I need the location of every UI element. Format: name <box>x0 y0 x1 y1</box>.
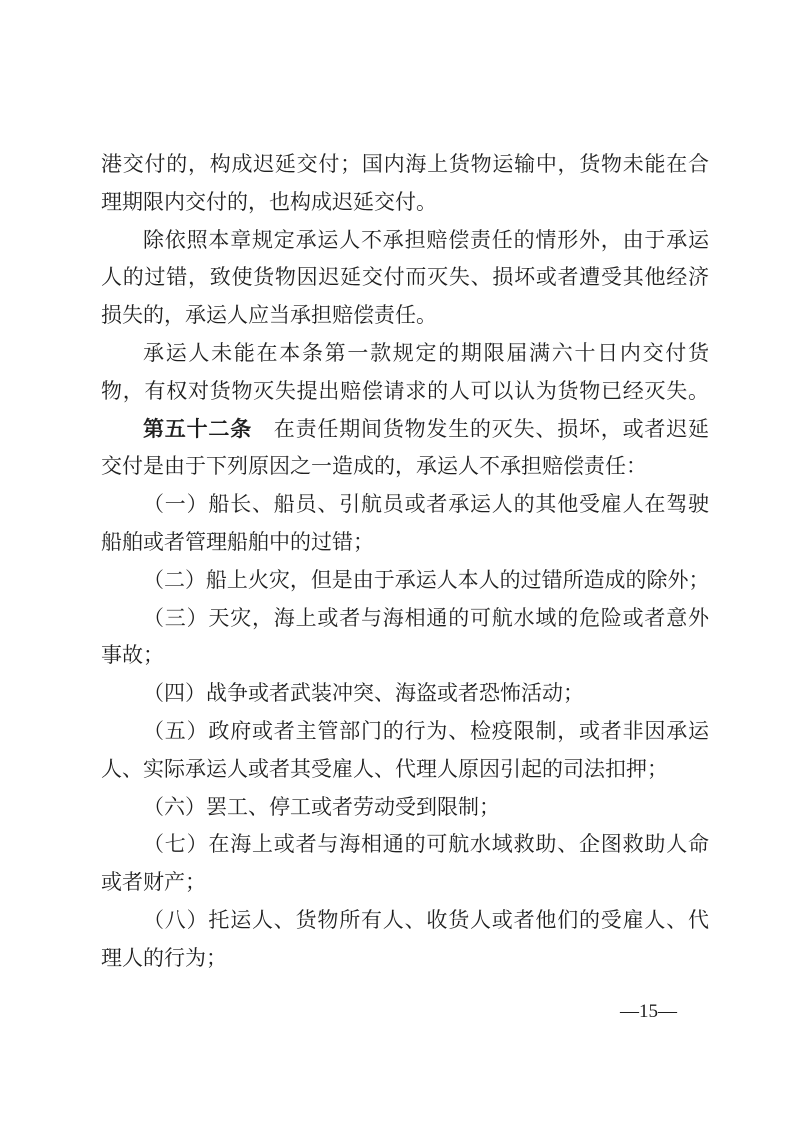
text-line: （七）在海上或者与海相通的可航水域救助、企图救助人命 <box>143 832 709 857</box>
text-line: （四）战争或者武装冲突、海盗或者恐怖活动； <box>143 681 584 706</box>
article-number: 第五十二条 <box>143 417 252 441</box>
text-line: 物，有权对货物灭失提出赔偿请求的人可以认为货物已经灭失。 <box>101 378 709 403</box>
text-line: （二）船上火灾，但是由于承运人本人的过错所造成的除外； <box>143 567 709 592</box>
text-line <box>101 411 709 449</box>
text-line: （八）托运人、货物所有人、收货人或者他们的受雇人、代 <box>143 907 709 932</box>
text-line: 事故； <box>101 643 164 668</box>
text-line: 除依照本章规定承运人不承担赔偿责任的情形外，由于承运 <box>143 227 709 252</box>
text-line: 理人的行为； <box>101 945 227 970</box>
text-line: （一）船长、船员、引航员或者承运人的其他受雇人在驾驶 <box>143 492 709 517</box>
page-number: —15— <box>620 1001 677 1022</box>
text-line: （六）罢工、停工或者劳动受到限制； <box>143 794 500 819</box>
text-line: 理期限内交付的，也构成迟延交付。 <box>101 189 437 214</box>
text-line: （五）政府或者主管部门的行为、检疫限制，或者非因承运 <box>143 718 709 743</box>
text-line: 船舶或者管理船舶中的过错； <box>101 529 374 554</box>
text-line: （三）天灾，海上或者与海相通的可航水域的危险或者意外 <box>143 605 709 630</box>
text-line: 人的过错，致使货物因迟延交付而灭失、损坏或者遭受其他经济 <box>101 265 709 290</box>
text-line: 人、实际承运人或者其受雇人、代理人原因引起的司法扣押； <box>101 756 668 781</box>
text-line: 承运人未能在本条第一款规定的期限届满六十日内交付货 <box>143 340 709 365</box>
text-line: 交付是由于下列原因之一造成的，承运人不承担赔偿责任： <box>101 454 647 479</box>
document-body <box>101 146 709 978</box>
text-line: 港交付的，构成迟延交付；国内海上货物运输中，货物未能在合 <box>101 152 709 176</box>
text-line: 损失的，承运人应当承担赔偿责任。 <box>101 303 437 328</box>
text-run: 在责任期间货物发生的灭失、损坏，或者迟延 <box>252 416 709 441</box>
text-line: 或者财产； <box>101 870 206 895</box>
